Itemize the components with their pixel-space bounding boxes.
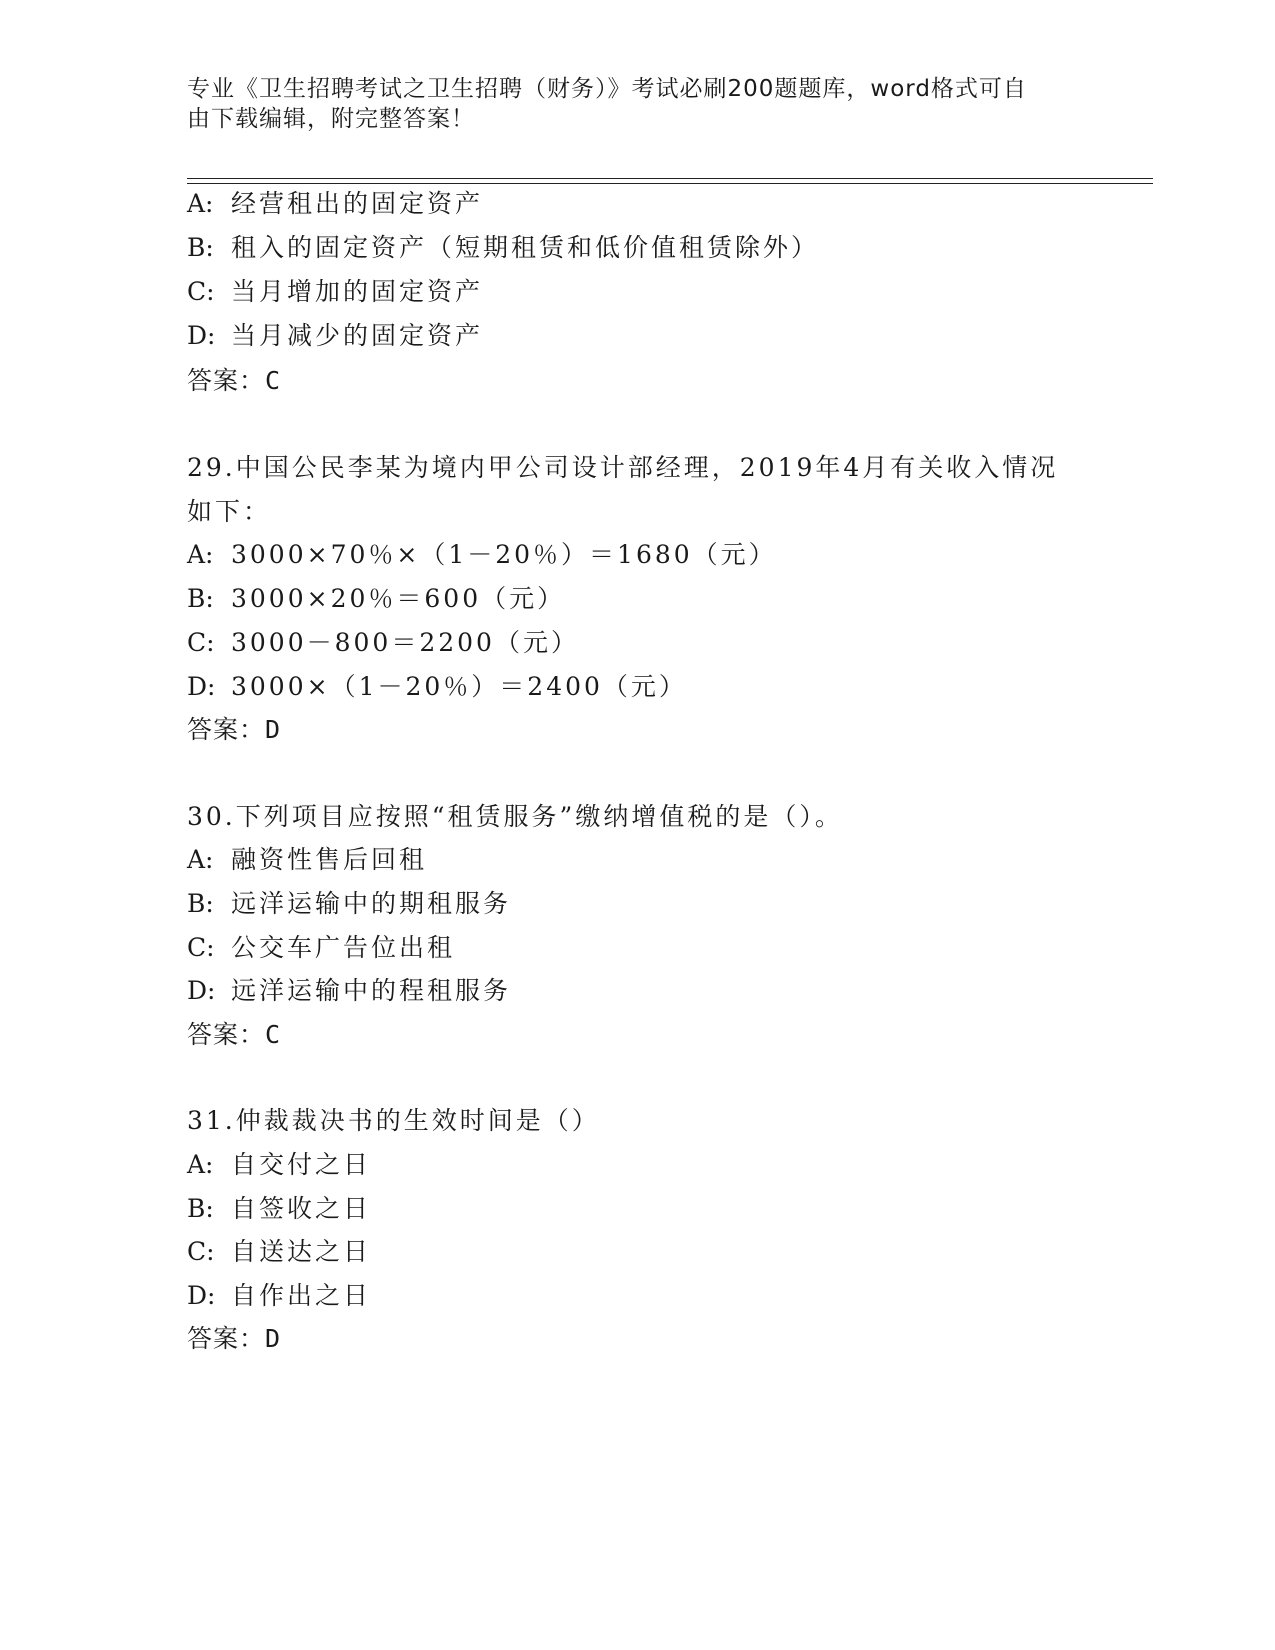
q30-option-a: A: 融资性售后回租 <box>187 845 428 874</box>
q29-stem-line-1: 29.中国公民李某为境内甲公司设计部经理，2019年4月有关收入情况 <box>187 453 1059 482</box>
q31-option-d: D: 自作出之日 <box>187 1281 372 1310</box>
q30-stem-line-1: 30.下列项目应按照“租赁服务”缴纳增值税的是（）。 <box>187 802 843 831</box>
q30-answer: 答案：C <box>187 1020 282 1049</box>
q30-option-b: B: 远洋运输中的期租服务 <box>187 889 512 918</box>
q28-option-c: C: 当月增加的固定资产 <box>187 277 484 306</box>
q28-option-b: B: 租入的固定资产（短期租赁和低价值租赁除外） <box>187 233 820 262</box>
q31-option-c: C: 自送达之日 <box>187 1237 372 1266</box>
header-divider-bottom <box>187 183 1153 184</box>
q28-answer: 答案：C <box>187 366 282 395</box>
q31-option-a: A: 自交付之日 <box>187 1150 372 1179</box>
q29-stem-line-2: 如下： <box>187 497 272 526</box>
q30-option-c: C: 公交车广告位出租 <box>187 933 456 962</box>
q29-option-c: C: 3000－800＝2200（元） <box>187 628 579 657</box>
q29-option-a: A: 3000×70％×（1－20％）＝1680（元） <box>187 540 777 569</box>
header-line-2: 由下载编辑，附完整答案！ <box>187 106 475 132</box>
document-header <box>187 74 1067 134</box>
q31-option-b: B: 自签收之日 <box>187 1194 372 1223</box>
q29-option-d: D: 3000×（1－20％）＝2400（元） <box>187 672 687 701</box>
q31-answer: 答案：D <box>187 1324 282 1353</box>
q30-option-d: D: 远洋运输中的程租服务 <box>187 976 512 1005</box>
q29-answer: 答案：D <box>187 715 282 744</box>
q29-option-b: B: 3000×20％＝600（元） <box>187 584 566 613</box>
header-divider-top <box>187 178 1153 179</box>
q28-option-d: D: 当月减少的固定资产 <box>187 321 484 350</box>
q31-stem-line-1: 31.仲裁裁决书的生效时间是（） <box>187 1106 600 1135</box>
header-line-1: 专业《卫生招聘考试之卫生招聘（财务）》考试必刷200题题库，word格式可自 <box>187 76 1027 102</box>
q28-option-a: A: 经营租出的固定资产 <box>187 189 484 218</box>
